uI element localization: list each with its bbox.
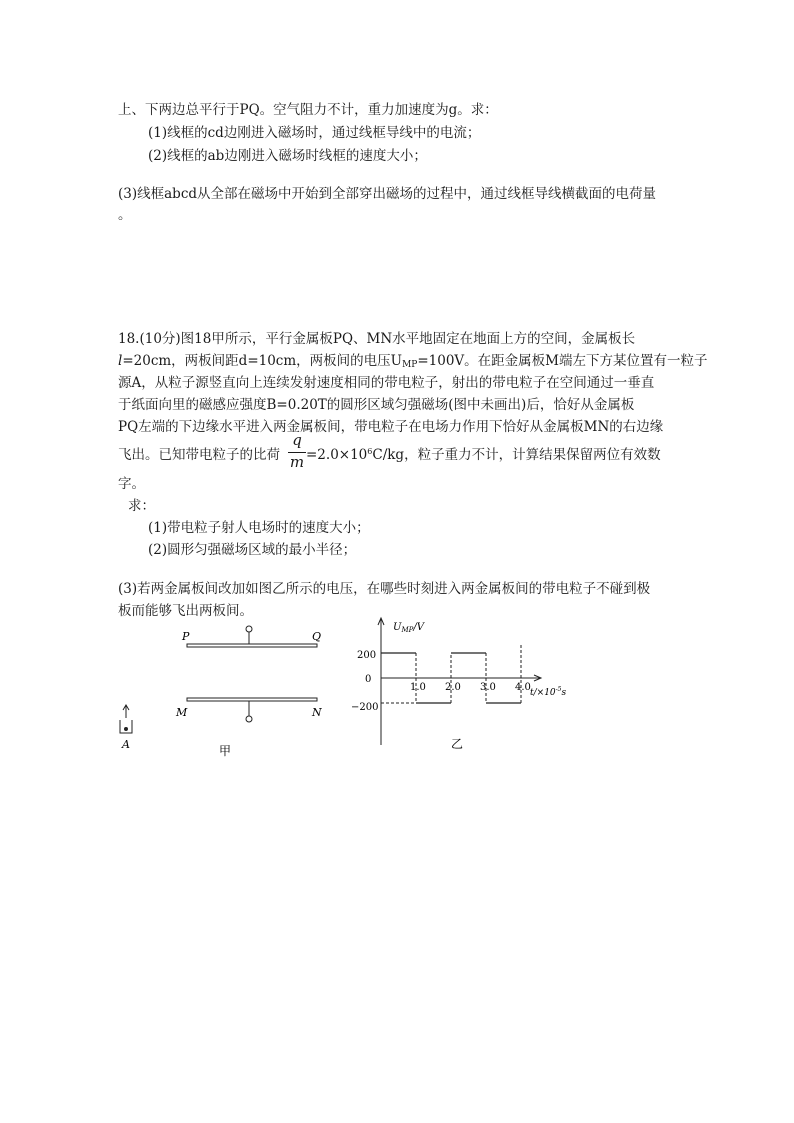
q18-line5: PQ左端的下边缘水平进入两金属板间，带电粒子在电场力作用下恰好从金属板MN的右边缘 (118, 419, 664, 435)
xtick-label: 3.0 (480, 682, 496, 693)
origin-label: 0 (365, 674, 372, 685)
q18-line1: 18.(10分)图18甲所示，平行金属板PQ、MN水平地固定在地面上方的空间，金属板长 (118, 331, 636, 347)
q18-line6-part2: =2.0×10 (306, 447, 368, 463)
q17-sub3-end: 。 (118, 207, 132, 223)
q18-sub3b: 板而能够飞出两板间。 (118, 603, 253, 619)
plate-mn (187, 698, 317, 701)
q17-sub1: (1)线框的cd边刚进入磁场时，通过线框导线中的电流； (148, 125, 481, 141)
label-m: M (176, 706, 188, 719)
label-n: N (312, 706, 322, 719)
q18-sub2: (2)圆形匀强磁场区域的最小半径； (148, 542, 357, 558)
voltage-subscript: MP (402, 360, 418, 370)
q18-line2 (118, 352, 708, 374)
xtick-label: 4.0 (515, 682, 531, 693)
terminal-p (246, 626, 252, 632)
xtick-label: 1.0 (410, 682, 426, 693)
q18-line6 (118, 443, 661, 464)
q17-sub2: (2)线框的ab边刚进入磁场时线框的速度大小； (148, 148, 427, 164)
label-a: A (122, 738, 130, 751)
label-p: P (182, 630, 190, 643)
particle-source-icon (120, 720, 132, 733)
caption-jia: 甲 (219, 744, 232, 758)
figure-jia (112, 618, 332, 763)
q18-line6-part1: 飞出。已知带电粒子的比荷 (118, 447, 280, 463)
terminal-m (246, 716, 252, 722)
q18-sub1: (1)带电粒子射人电场时的速度大小； (148, 520, 370, 536)
q17-sub3: (3)线框abcd从全部在磁场中开始到全部穿出磁场的过程中，通过线框导线横截面的电荷量 (118, 186, 657, 202)
ytick-minus-200: −200 (351, 702, 379, 713)
x-axis-label: $t/\times 10^{-5}s$ (530, 686, 567, 698)
label-q: Q (312, 630, 322, 643)
fraction-numerator: q (292, 431, 302, 449)
length-symbol: l (118, 353, 123, 369)
xtick-label: 2.0 (445, 682, 461, 693)
q18-line2-part1: =20cm，两板间距d=10cm，两板间的电压U (122, 353, 403, 369)
plate-pq (187, 644, 317, 647)
particle-icon (124, 727, 128, 731)
q17-line1: 上、下两边总平行于PQ。空气阻力不计，重力加速度为g。求： (118, 102, 498, 118)
ytick-200: 200 (357, 650, 377, 661)
q18-line3: 源A，从粒子源竖直向上连续发射速度相同的带电粒子，射出的带电粒子在空间通过一垂直 (118, 375, 655, 391)
q18-line6-part3: C/kg，粒子重力不计，计算结果保留两位有效数 (372, 447, 661, 463)
figure-yi-chart (345, 615, 595, 760)
q18-ask: 求： (128, 498, 155, 514)
y-axis-label: $U_{MP}/V$ (393, 622, 424, 634)
q18-sub3a: (3)若两金属板间改加如图乙所示的电压，在哪些时刻进入两金属板间的带电粒子不碰到极 (118, 581, 651, 597)
q18-line2-part2: =100V。在距金属板M端左下方某位置有一粒子 (417, 353, 708, 369)
fraction-denominator: m (289, 453, 305, 471)
q18-line4: 于纸面向里的磁感应强度B=0.20T的圆形区域匀强磁场(图中未画出)后，恰好从金属板 (118, 397, 635, 413)
q18-line7: 字。 (118, 476, 145, 492)
caption-yi: 乙 (451, 737, 464, 751)
exponent: 6 (367, 447, 373, 456)
